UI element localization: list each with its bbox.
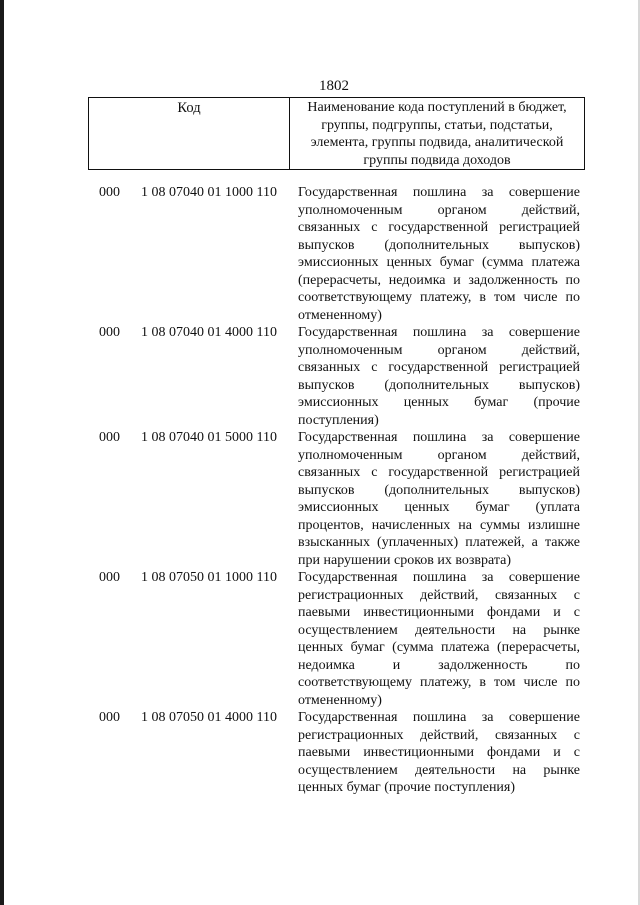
page-number: 1802 (319, 78, 349, 94)
entry-revenue-code: 1 08 07050 01 1000 110 (141, 570, 277, 585)
entry-description: Государственная пошлина за совершение уполномоченным органом действий, связанных с государственной регистрацией выпусков (дополнительных выпусков) эмиссионных ценных бумаг (уплата процентов, начисленных на суммы излишне взысканных (уплаченных) платежей, а также при нарушении сроков их возврата) (298, 430, 580, 568)
entry-description: Государственная пошлина за совершение регистрационных действий, связанных с паевыми инвестиционными фондами и с осуществлением деятельности на рынке ценных бумаг (сумма платежа (перерасчеты, недоимка и задолженность по соответствующему платежу, в том числе по отмененному) (298, 570, 580, 708)
entry-revenue-code: 1 08 07040 01 4000 110 (141, 325, 277, 340)
entry-admin-code: 000 (99, 430, 120, 445)
entry-revenue-code: 1 08 07040 01 5000 110 (141, 430, 277, 445)
entries-list (0, 184, 640, 797)
header-name-cell: Наименование кода поступлений в бюджет, группы, подгруппы, статьи, подстатьи, элемента, группы подвида, аналитической группы подвида доходов (290, 98, 585, 170)
entry-description: Государственная пошлина за совершение регистрационных действий, связанных с паевыми инвестиционными фондами и с осуществлением деятельности на рынке ценных бумаг (прочие поступления) (298, 710, 580, 795)
entry-revenue-code: 1 08 07050 01 4000 110 (141, 710, 277, 725)
entry-row (0, 184, 640, 324)
entry-admin-code: 000 (99, 185, 120, 200)
header-table (88, 97, 585, 170)
entry-row (0, 569, 640, 709)
entry-revenue-code: 1 08 07040 01 1000 110 (141, 185, 277, 200)
entry-row (0, 429, 640, 569)
entry-description: Государственная пошлина за совершение уполномоченным органом действий, связанных с государственной регистрацией выпусков (дополнительных выпусков) эмиссионных ценных бумаг (сумма платежа (перерасчеты, недоимка и задолженность по соответствующему платежу, в том числе по отмененному) (298, 185, 580, 323)
entry-admin-code: 000 (99, 570, 120, 585)
entry-admin-code: 000 (99, 325, 120, 340)
header-code-cell: Код (89, 98, 290, 170)
entry-description: Государственная пошлина за совершение уполномоченным органом действий, связанных с государственной регистрацией выпусков (дополнительных выпусков) эмиссионных ценных бумаг (прочие поступления) (298, 325, 580, 428)
entry-row (0, 324, 640, 429)
entry-row (0, 709, 640, 797)
entry-admin-code: 000 (99, 710, 120, 725)
